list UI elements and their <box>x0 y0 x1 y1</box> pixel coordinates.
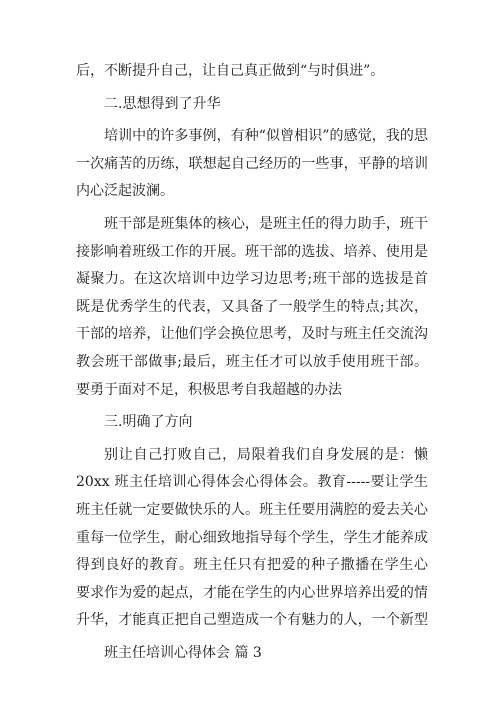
paragraph-line: 重每一位学生，耐心细致地指导每个学生，学生才能养成 <box>76 529 428 546</box>
paragraph-line: 既是优秀学生的代表，又具备了一般学生的特点;其次， <box>76 298 428 315</box>
paragraph-line: 凝聚力。在这次培训中边学习边思考;班干部的选拔是首 <box>76 271 428 288</box>
paragraph-line: 一次痛苦的历练，联想起自己经历的一些事，平静的培训 <box>76 155 428 172</box>
paragraph-line: 班主任就一定要做快乐的人。班主任要用满腔的爱去关心 <box>76 501 428 518</box>
paragraph-line: 内心泛起波澜。 <box>76 183 174 200</box>
paragraph-line: 升华，才能真正把自己塑造成一个有魅力的人，一个新型 <box>76 612 428 629</box>
section-heading-3: 三.明确了方向 <box>104 414 193 431</box>
paragraph-line: 培训中的许多事例，有种“似曾相识”的感觉，我的思 <box>104 128 428 145</box>
paragraph-line: 干部的培养，让他们学会换位思考，及时与班主任交流沟 <box>76 326 428 343</box>
document-body <box>76 58 428 667</box>
article-title: 班主任培训心得体会 篇 3 <box>104 644 262 661</box>
paragraph-line: 得到良好的教育。班主任只有把爱的种子撒播在学生心 <box>76 557 428 574</box>
paragraph-line: 20xx 班主任培训心得体会心得体会。教育-----要让学生 <box>76 474 428 491</box>
paragraph-line: 要求作为爱的起点，才能在学生的内心世界培养出爱的情 <box>76 584 428 601</box>
paragraph-line: 要勇于面对不足，积极思考自我超越的办法 <box>76 381 342 398</box>
paragraph-line: 班干部是班集体的核心，是班主任的得力助手，班干 <box>104 215 428 232</box>
paragraph-line: 教会班干部做事;最后，班主任才可以放手使用班干部。 <box>76 353 428 370</box>
paragraph-line: 别让自己打败自己，局限着我们自身发展的是：懒 <box>104 446 428 463</box>
section-heading-2: 二.思想得到了升华 <box>104 95 221 112</box>
paragraph-line: 后，不断提升自己，让自己真正做到“与时俱进”。 <box>76 63 385 79</box>
paragraph-line: 接影响着班级工作的开展。班干部的选拔、培养、使用是 <box>76 243 428 260</box>
